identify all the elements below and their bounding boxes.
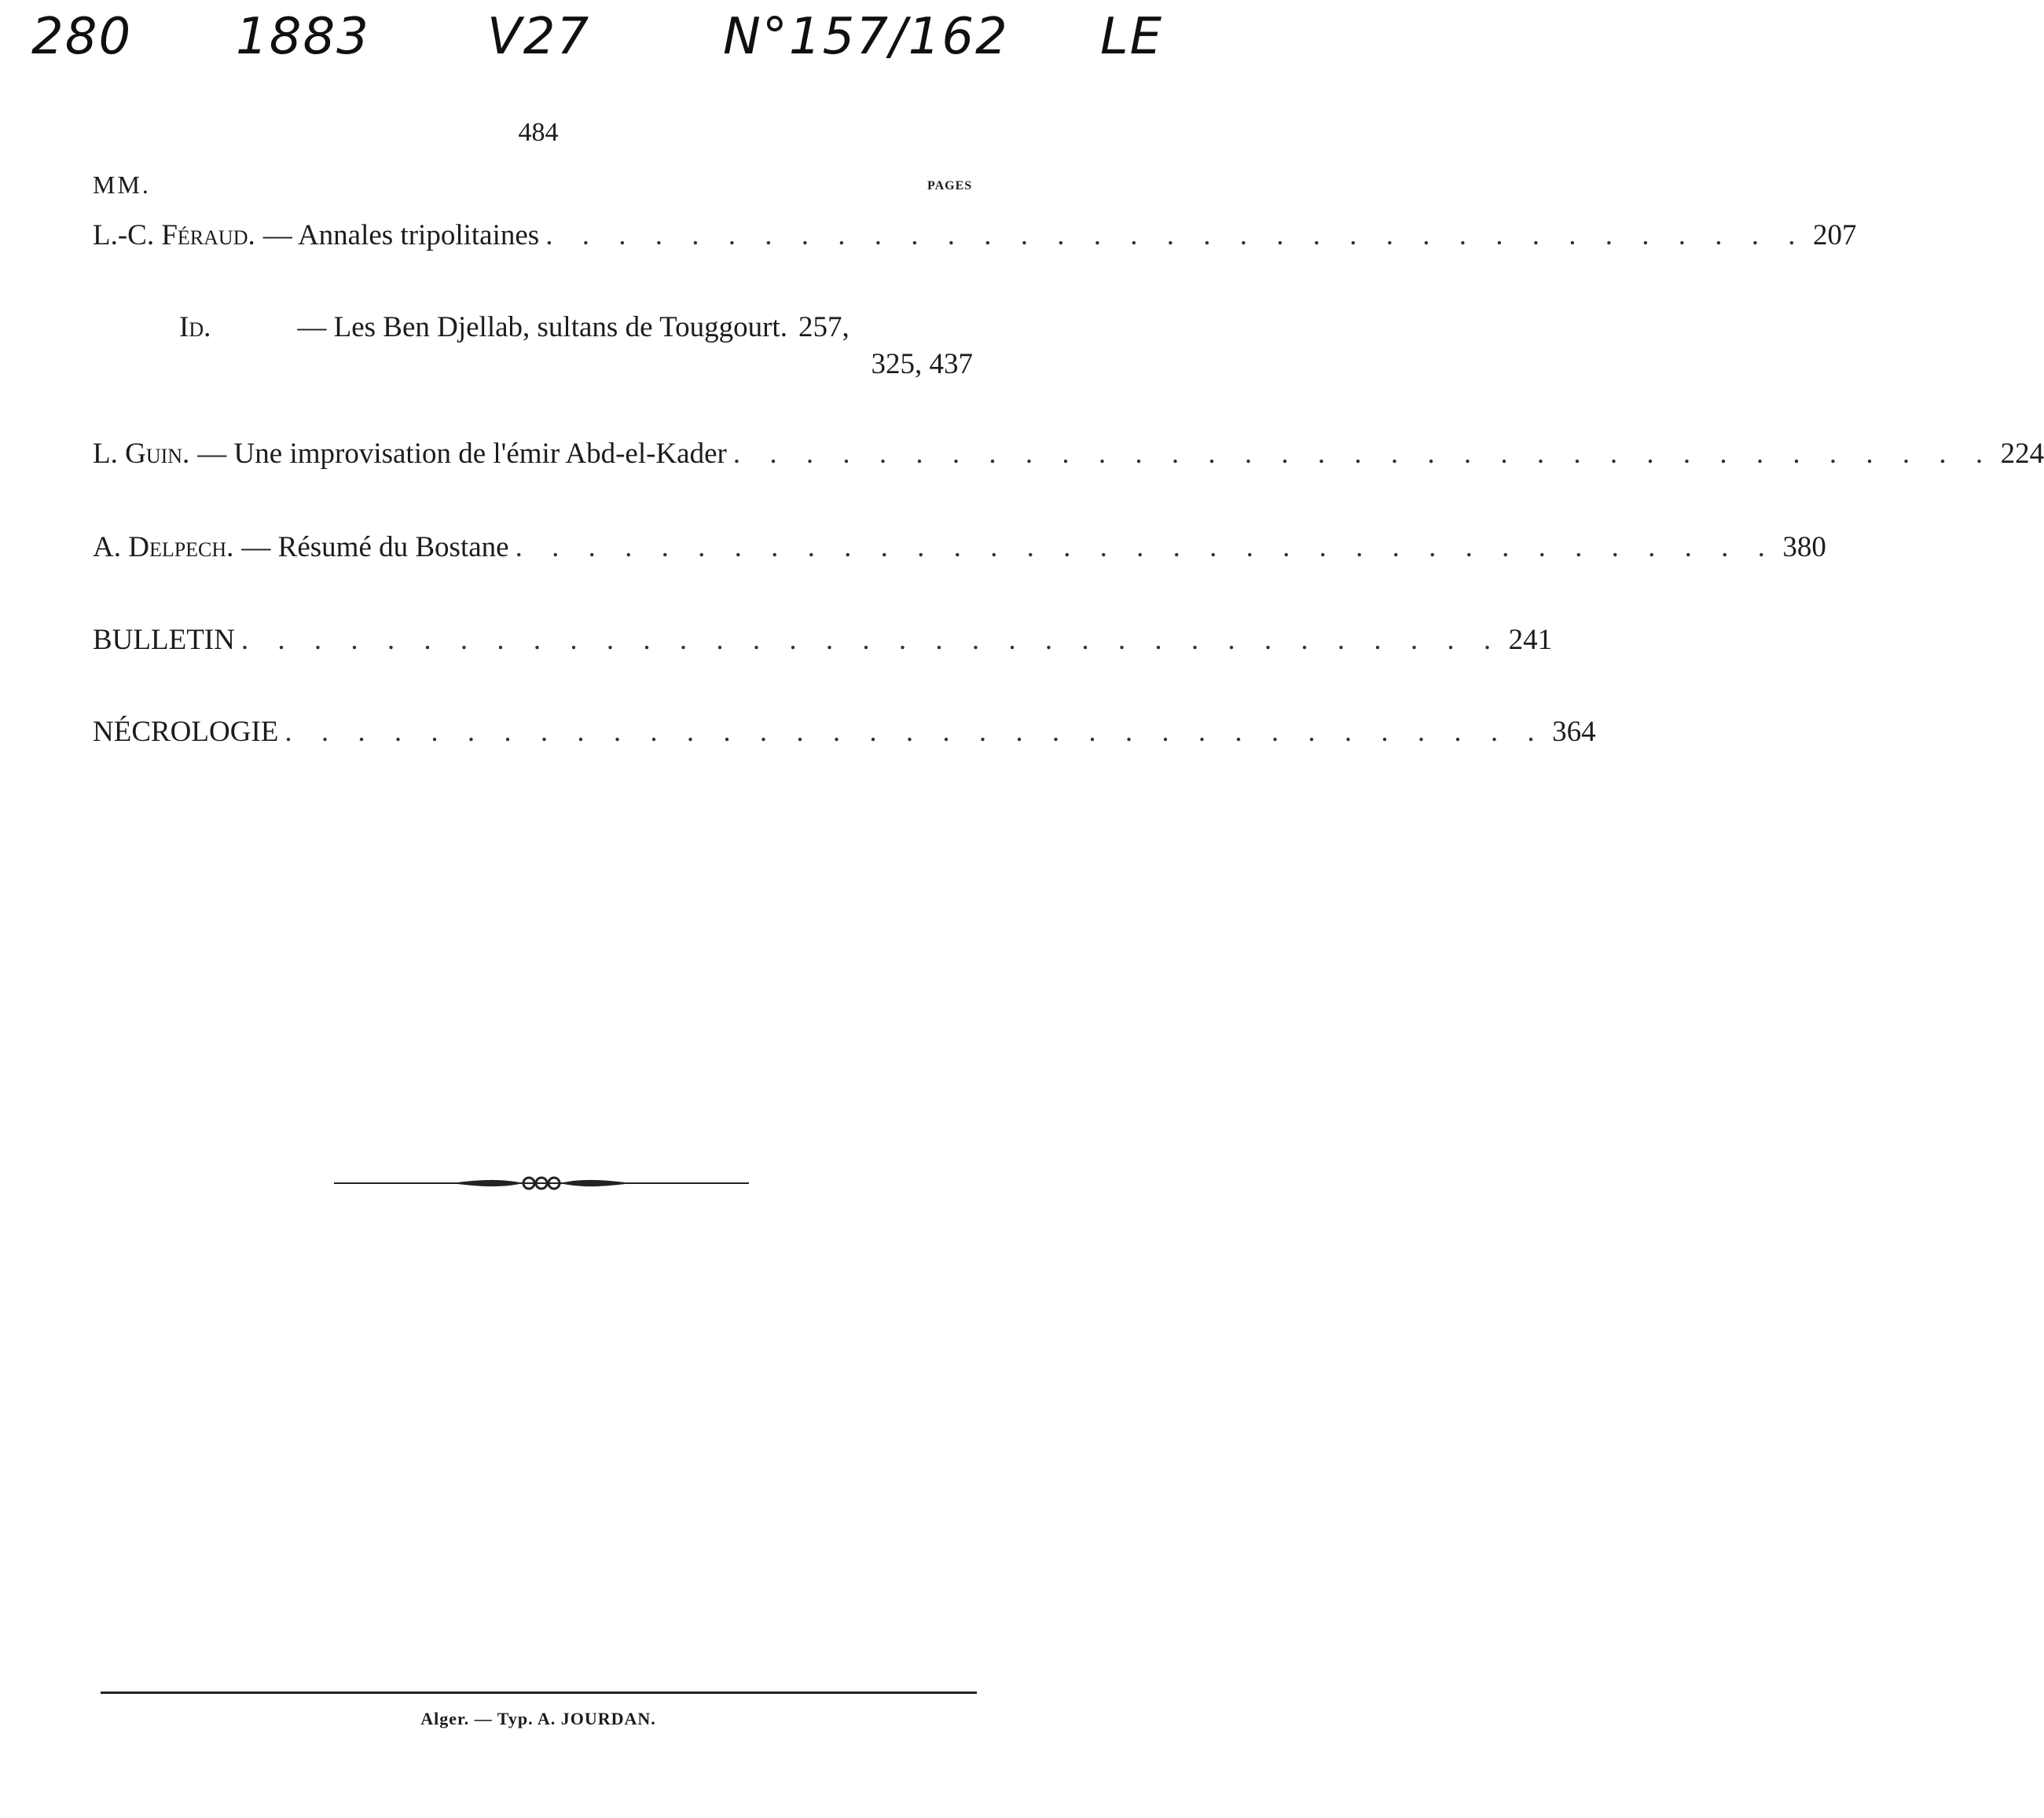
entry-title: BULLETIN [93,624,235,656]
entry-page: 241 [1508,624,1553,656]
leader-dots: . . . . . . . . . . . . . . . . . . . . . . . . . . . . . . . . . . . [515,531,1776,563]
entry-page: 207 [1812,219,1857,251]
toc-entry [93,310,973,344]
handwritten-note: N°157/162 [723,8,1009,66]
entry-page-continuation: 325, 437 [871,348,973,380]
page-number: 484 [518,118,559,147]
entry-title: — Résumé du Bostane [241,531,509,563]
leader-dots: . . . . . . . . . . . . . . . . . . . . . . . . . . . . . . . . . . . [545,219,1807,251]
entry-author: L.-C. Féraud. [93,219,255,251]
entry-author: L. Guin. [93,438,190,470]
entry-page: 380 [1782,531,1826,563]
entry-page: 364 [1552,716,1596,748]
entry-title: — Annales tripolitaines [262,219,540,251]
toc-entry [93,623,1553,657]
entry-page: 257, [798,311,850,343]
footer-rule [101,1692,977,1694]
printer-imprint: Alger. — Typ. A. JOURDAN. [420,1709,656,1728]
leader-dots: . . . . . . . . . . . . . . . . . . . . . . . . . . . . . . . . . . . [284,716,1546,748]
handwritten-note: LE [1100,8,1164,66]
entry-title: — Les Ben Djellab, sultans de Touggourt. [297,311,787,343]
handwritten-note: 1883 [236,8,370,66]
entry-title: — Une improvisation de l'émir Abd-el-Kader [197,438,727,470]
handwritten-note: 280 [31,8,133,66]
toc-entry [93,715,1596,749]
entry-author: A. Delpech. [93,531,234,563]
toc-entry [93,530,1826,564]
entry-page: 224 [2000,438,2044,470]
leader-dots: . . . . . . . . . . . . . . . . . . . . . . . . . . . . . . . . . . . [240,624,1503,656]
handwritten-note: V27 [487,8,591,66]
toc-entry [93,437,2044,471]
entry-author: Id. [179,311,211,343]
leader-dots: . . . . . . . . . . . . . . . . . . . . . . . . . . . . . . . . . . . [732,438,1994,470]
mm-label: MM. [93,170,151,199]
toc-entry [93,218,1857,252]
ornament-divider-icon [334,1175,749,1192]
entry-title: NÉCROLOGIE [93,716,279,748]
pages-column-label: PAGES [927,179,973,192]
